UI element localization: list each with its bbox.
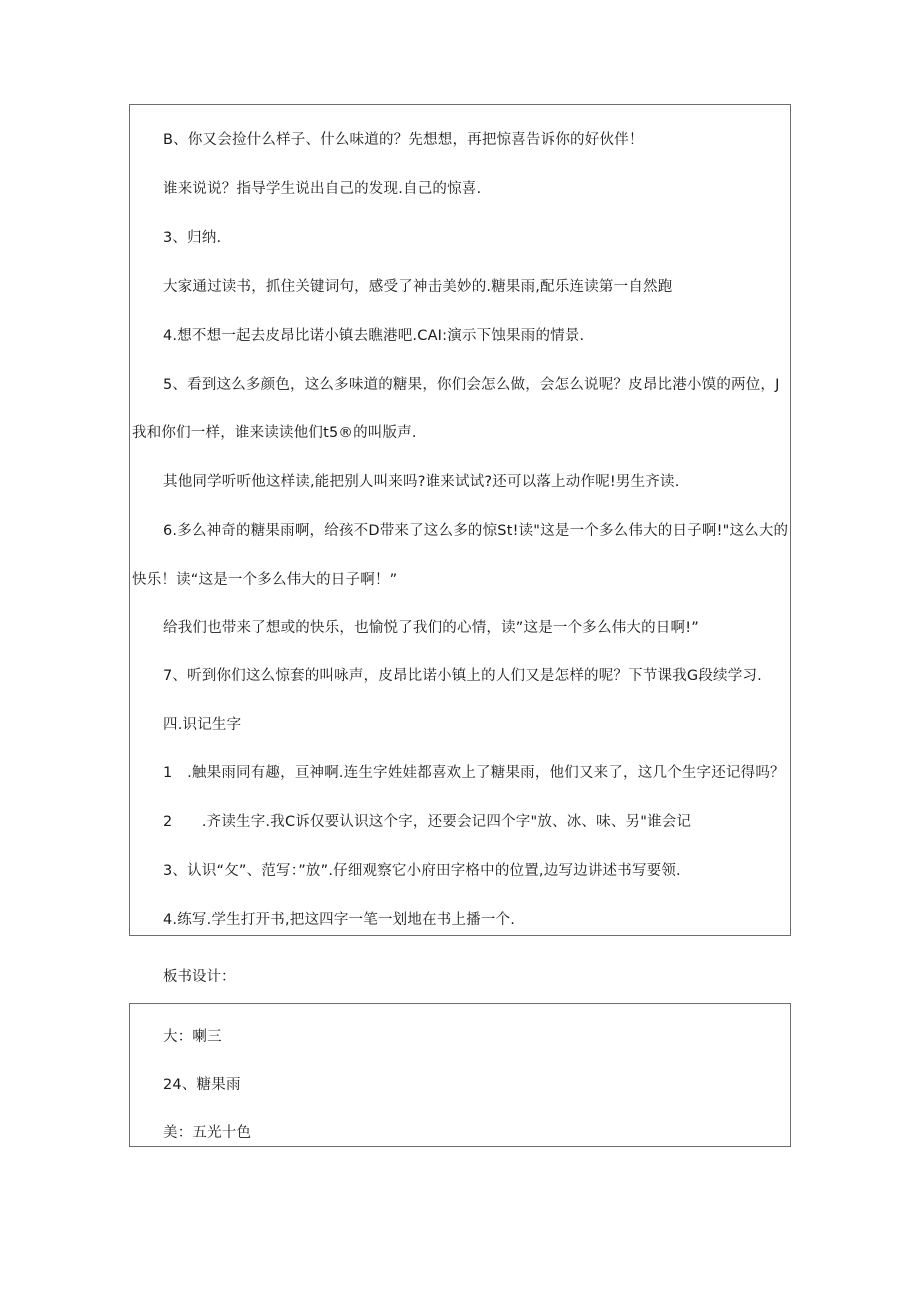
lesson-line-15: 2 .齐读生字.我C诉仅要认识这个字，还要会记四个字"放、冰、味、另"谁会记 — [163, 814, 692, 830]
board-line-2: 24、糖果雨 — [163, 1077, 241, 1093]
lesson-line-11: 给我们也带来了想或的快乐，也愉悦了我们的心情，读”这是一个多么伟大的日啊!” — [163, 620, 699, 636]
lesson-line-7: 我和你们一样，谁来读读他们t5®的叫版声. — [132, 425, 417, 441]
lesson-line-8: 其他同学听听他这样读,能把别人叫来吗?谁来试试?还可以落上动作呢!男生齐读. — [163, 474, 680, 490]
lesson-line-5: 4.想不想一起去皮昂比诺小镇去瞧港吧.CAI:演示下蚀果雨的情景. — [163, 328, 585, 344]
lesson-line-6: 5、看到这么多颜色，这么多味道的糖果，你们会怎么做，会怎么说呢？皮昂比港小馍的两位，J — [163, 377, 780, 393]
lesson-line-14: 1 .触果雨同有趣，亘神啊.连生字姓娃都喜欢上了糖果雨，他们又来了，这几个生字还记得吗？ — [163, 765, 785, 781]
board-line-1: 大：喇三 — [163, 1029, 222, 1045]
lesson-line-2: 谁来说说？指导学生说出自己的发现.自己的惊喜. — [163, 181, 482, 197]
lesson-line-1: B、你又会捡什么样子、什么味道的？先想想，再把惊喜告诉你的好伙伴！ — [163, 132, 644, 148]
lesson-line-17: 4.练写.学生打开书,把这四字一笔一划地在书上播一个. — [163, 912, 516, 928]
lesson-line-12: 7、听到你们这么惊套的叫咏声，皮昂比诺小镇上的人们又是怎样的呢？下节课我G段续学习. — [163, 668, 762, 684]
lesson-line-10: 快乐！读“这是一个多么伟大的日子啊！” — [132, 572, 398, 588]
lesson-line-3: 3、归纳. — [163, 230, 222, 246]
lesson-line-4: 大家通过读书，抓住关键词句，感受了神击美妙的.糖果雨,配乐连读第一自然跑 — [163, 279, 673, 295]
board-design-caption: 板书设计： — [163, 969, 236, 985]
lesson-line-16: 3、认识“攵”、范写：”放”.仔细观察它小府田字格中的位置,边写边讲述书写要领. — [163, 863, 681, 879]
lesson-line-9: 6.多么神奇的糖果雨啊，给孩不D带来了这么多的惊St!读"这是一个多么伟大的日子啊!"这么大的 — [163, 523, 789, 539]
board-line-3: 美：五光十色 — [163, 1125, 252, 1141]
section-heading: 四.识记生字 — [163, 717, 242, 733]
